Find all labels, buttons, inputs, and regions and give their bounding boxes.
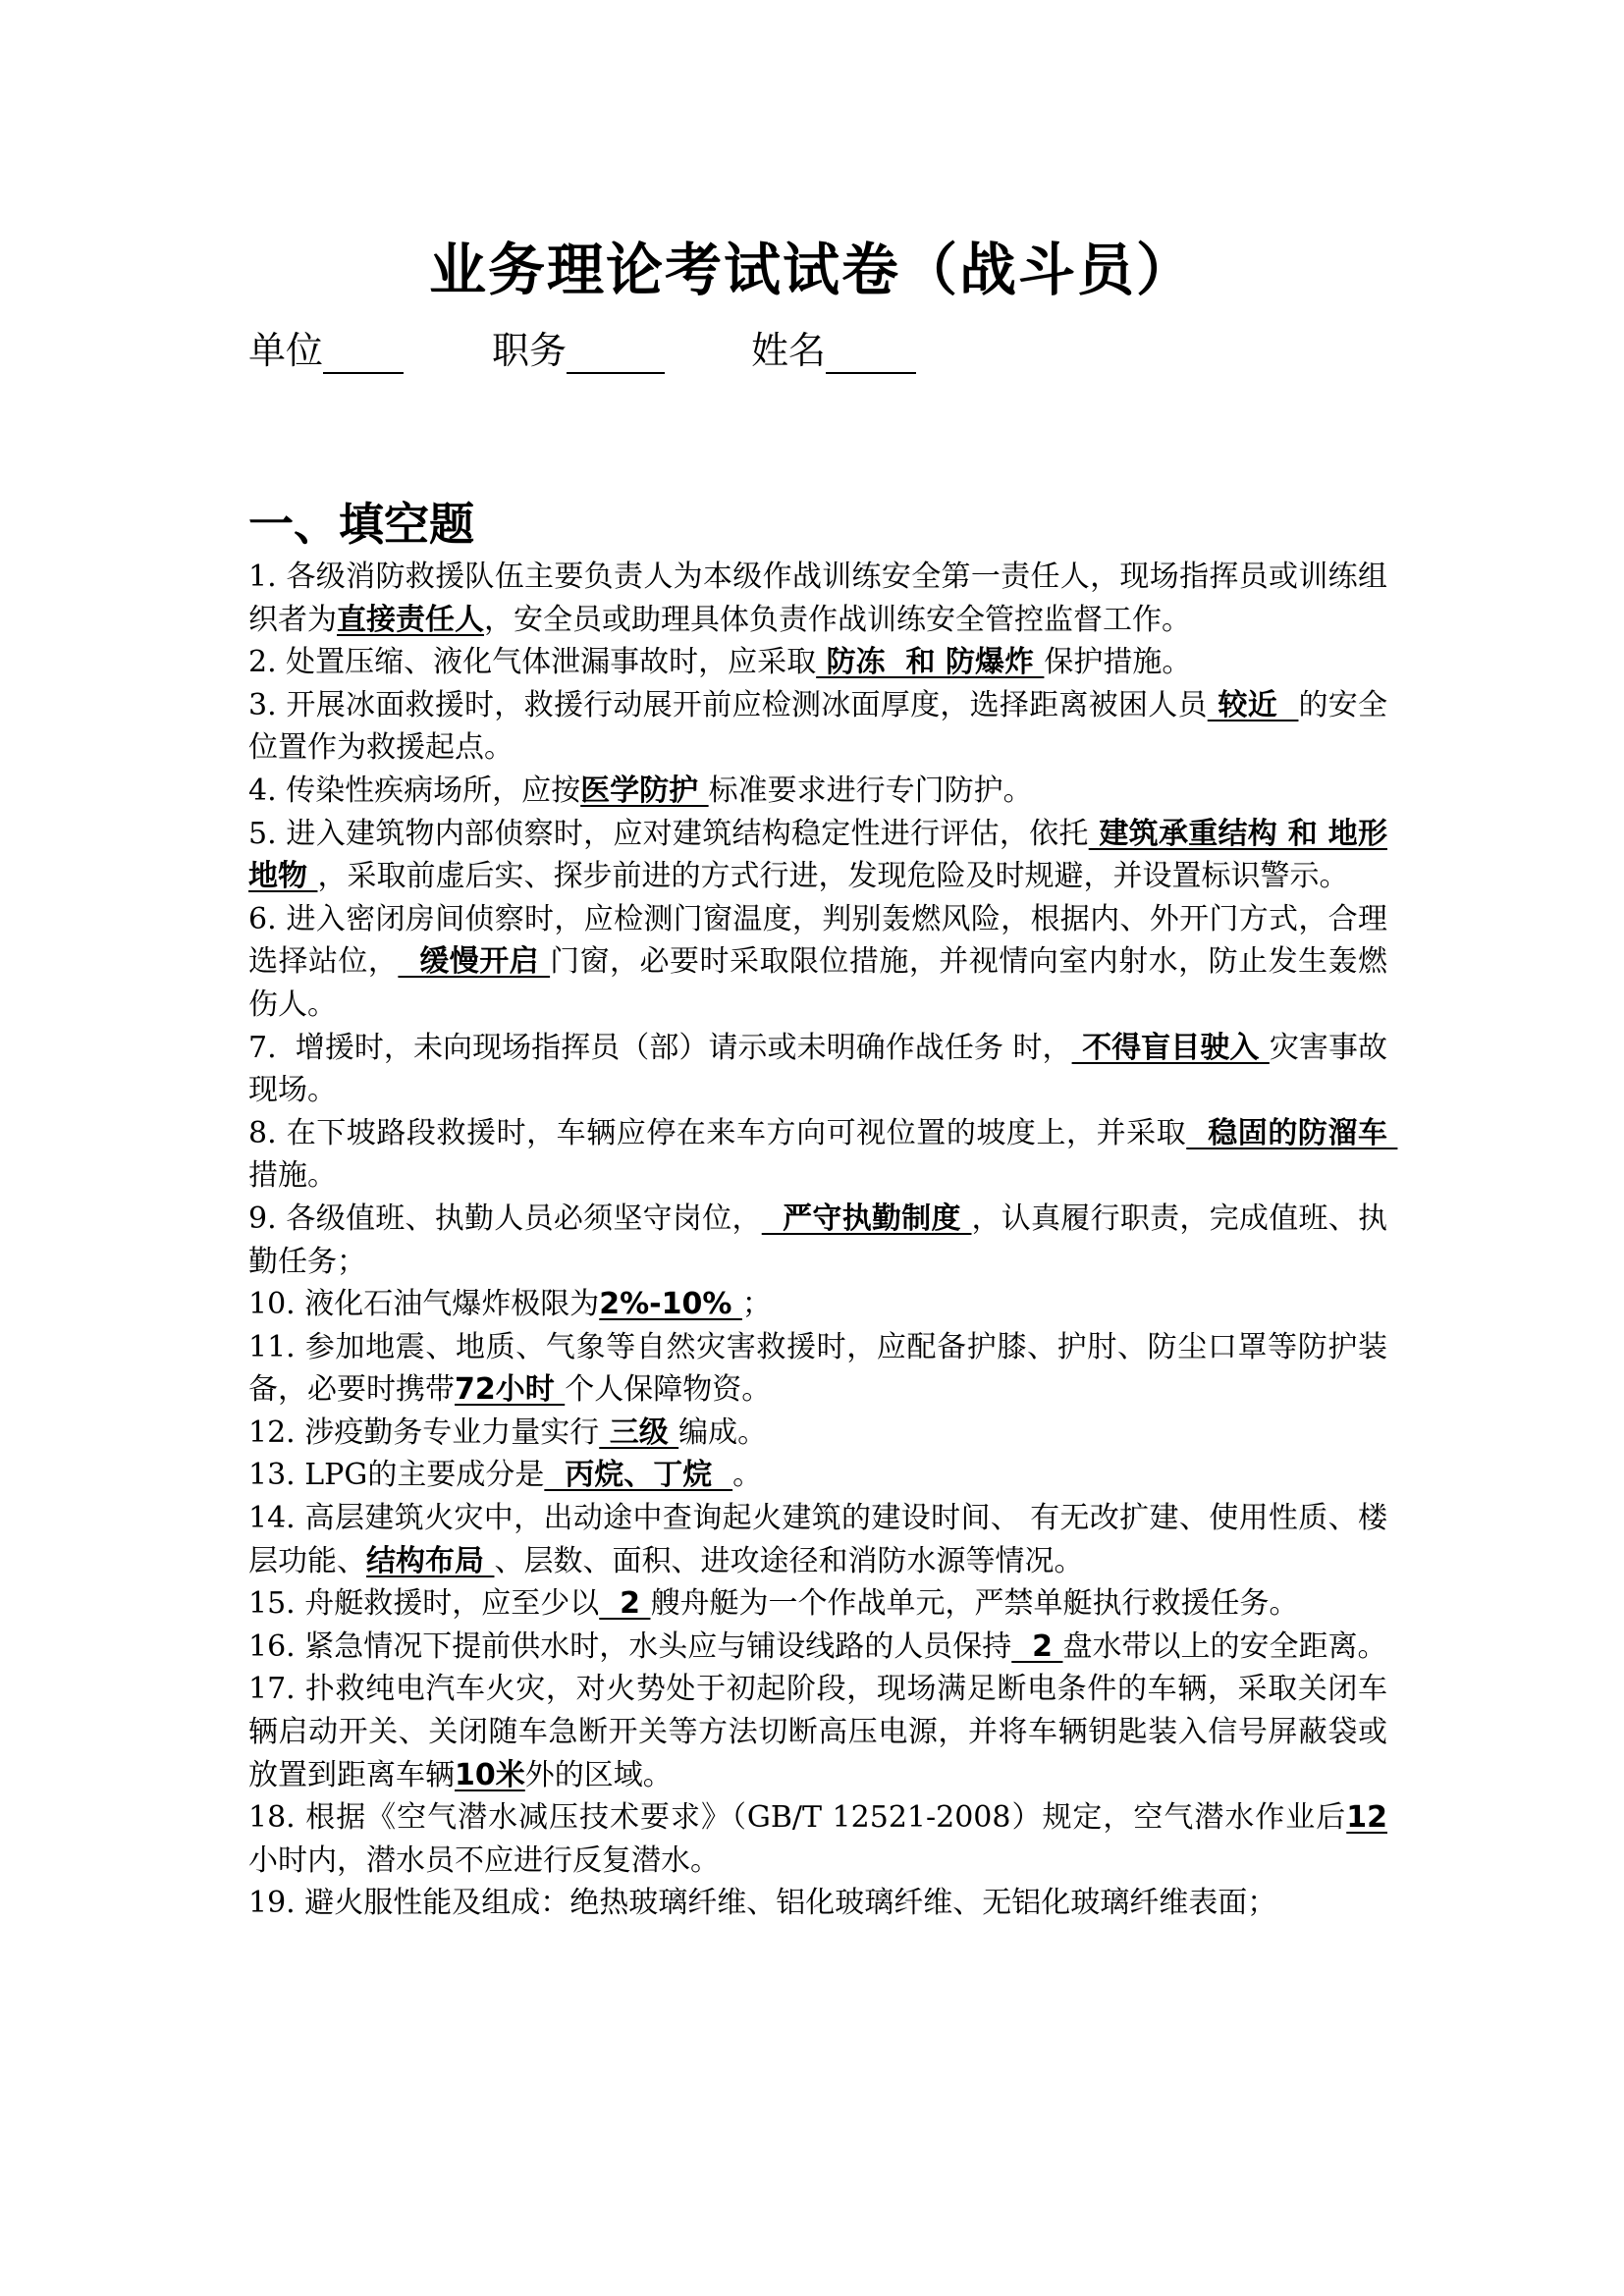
question-item — [248, 684, 1387, 770]
unit-blank[interactable] — [323, 335, 404, 374]
question-text: 保护措施。 — [1044, 645, 1192, 680]
question-item — [248, 641, 1387, 684]
question-text: 19. 避火服性能及组成：绝热玻璃纤维、铝化玻璃纤维、无铝化玻璃纤维表面； — [248, 1886, 1277, 1921]
question-item — [248, 1283, 1387, 1326]
name-label: 姓名 — [751, 329, 827, 372]
question-text: 、层数、面积、进攻途径和消防水源等情况。 — [494, 1543, 1084, 1578]
answer-text: 稳固的防溜车 — [1186, 1115, 1398, 1150]
answer-text: 防冻 和 防爆炸 — [816, 645, 1045, 680]
question-item — [248, 1497, 1387, 1582]
position-field[interactable] — [492, 320, 665, 374]
question-text: 8. 在下坡路段救援时，车辆应停在来车方向可视位置的坡度上，并采取 — [248, 1115, 1187, 1150]
question-text: 。 — [732, 1458, 763, 1493]
question-item — [248, 1882, 1387, 1925]
answer-text: 不得盲目驶入 — [1071, 1030, 1270, 1065]
question-text: 5. 进入建筑物内部侦察时，应对建筑结构稳定性进行评估，依托 — [248, 816, 1089, 851]
question-text: 2. 处置压缩、液化气体泄漏事故时，应采取 — [248, 645, 817, 680]
question-item — [248, 1198, 1387, 1283]
question-text: 11. 参加地震、地质、气象等自然灾害救援时，应配备护膝、护肘、防尘口罩等防护装备，必要时携带 — [248, 1329, 1387, 1408]
answer-text: 三级 — [599, 1415, 679, 1450]
unit-field[interactable] — [248, 320, 404, 374]
answer-text: 较近 — [1207, 687, 1299, 722]
name-field[interactable] — [751, 320, 916, 374]
question-text: 17. 扑救纯电汽车火灾，对火势处于初起阶段，现场满足断电条件的车辆，采取关闭车辆启动开关、关闭随车急断开关等方法切断高压电源，并将车辆钥匙装入信号屏蔽袋或放置到距离车辆 — [248, 1672, 1387, 1792]
exam-title: 业务理论考试试卷（战斗员） — [428, 237, 1195, 303]
question-text: 措施。 — [248, 1158, 337, 1194]
question-text: ，采取前虚后实、探步前进的方式行进，发现危险及时规避，并设置标识警示。 — [317, 859, 1349, 894]
question-text: 标准要求进行专门防护。 — [708, 773, 1033, 808]
question-list — [248, 556, 1398, 1925]
question-text: 1. 各级消防救援队伍主要负责人为本级作战训练安全第一责任人，现场指挥员或训练组织者为 — [248, 560, 1387, 637]
answer-text: 严守执勤制度 — [761, 1201, 972, 1236]
question-text: 9. 各级值班、执勤人员必须坚守岗位， — [248, 1201, 762, 1236]
position-blank[interactable] — [567, 335, 665, 374]
question-text: 3. 开展冰面救援时，救援行动展开前应检测冰面厚度，选择距离被困人员 — [248, 687, 1208, 722]
question-text: 个人保障物资。 — [565, 1372, 772, 1408]
question-text: 盘水带以上的安全距离。 — [1062, 1629, 1387, 1664]
question-item — [248, 1582, 1387, 1626]
answer-text: 医学防护 — [580, 773, 709, 808]
question-text: 编成。 — [678, 1415, 768, 1450]
question-text: ，安全员或助理具体负责作战训练安全管控监督工作。 — [484, 602, 1191, 637]
question-text: 18. 根据《空气潜水减压技术要求》（GB/T 12521-2008）规定，空气潜水作业后 — [248, 1800, 1347, 1836]
question-item — [248, 1796, 1387, 1882]
question-item — [248, 1027, 1387, 1112]
question-text: 6. 进入密闭房间侦察时，应检测门窗温度，判别轰燃风险，根据内、外开门方式，合理选择站位， — [248, 901, 1387, 980]
question-text: 小时内，潜水员不应进行反复潜水。 — [248, 1842, 720, 1878]
question-item — [248, 1412, 1387, 1455]
section-title: 一、填空题 — [248, 498, 474, 551]
question-text: 的安全位置作为救援起点。 — [248, 687, 1387, 766]
question-text: 12. 涉疫勤务专业力量实行 — [248, 1415, 600, 1450]
question-item — [248, 1626, 1387, 1669]
answer-text: 结构布局 — [366, 1543, 495, 1578]
answer-text: 建筑承重结构 和 地形地物 — [248, 816, 1387, 894]
question-text: ； — [741, 1287, 772, 1322]
position-label: 职务 — [492, 329, 568, 372]
question-item — [248, 813, 1387, 898]
question-item — [248, 1454, 1387, 1497]
question-text: 外的区域。 — [524, 1757, 673, 1792]
answer-text: 2%-10% — [599, 1287, 742, 1322]
question-text: 4. 传染性疾病场所，应按 — [248, 773, 581, 808]
question-item — [248, 1326, 1387, 1412]
answer-text: 直接责任人 — [337, 602, 484, 637]
question-item — [248, 556, 1387, 641]
answer-text: 10米 — [455, 1757, 525, 1792]
exam-header-fields — [248, 320, 916, 374]
question-text: 门窗，必要时采取限位措施，并视情向室内射水，防止发生轰燃伤人。 — [248, 944, 1388, 1022]
question-text: 15. 舟艇救援时，应至少以 — [248, 1586, 600, 1622]
answer-text: 2 — [1011, 1629, 1063, 1664]
answer-text: 丙烷、丁烷 — [544, 1458, 733, 1493]
question-item — [248, 898, 1387, 1027]
question-item — [248, 770, 1387, 813]
answer-text: 12 — [1346, 1800, 1387, 1836]
question-text: 10. 液化石油气爆炸极限为 — [248, 1287, 600, 1322]
answer-text: 72小时 — [455, 1372, 566, 1408]
question-item — [248, 1112, 1398, 1198]
answer-text: 2 — [599, 1586, 651, 1622]
question-text: 14. 高层建筑火灾中，出动途中查询起火建筑的建设时间、 有无改扩建、使用性质、楼层功能、 — [248, 1501, 1387, 1578]
question-text: 13. LPG的主要成分是 — [248, 1458, 545, 1493]
question-text: 7. 增援时，未向现场指挥员（部）请示或未明确作战任务 时， — [248, 1030, 1072, 1065]
question-text: 16. 紧急情况下提前供水时，水头应与铺设线路的人员保持 — [248, 1629, 1012, 1664]
name-blank[interactable] — [826, 335, 916, 374]
question-item — [248, 1668, 1387, 1796]
question-text: 艘舟艇为一个作战单元，严禁单艇执行救援任务。 — [650, 1586, 1299, 1622]
question-text: ，认真履行职责，完成值班、执勤任务； — [248, 1201, 1387, 1279]
answer-text: 缓慢开启 — [398, 944, 551, 980]
unit-label: 单位 — [248, 329, 324, 372]
question-text: 灾害事故现场。 — [248, 1030, 1387, 1108]
